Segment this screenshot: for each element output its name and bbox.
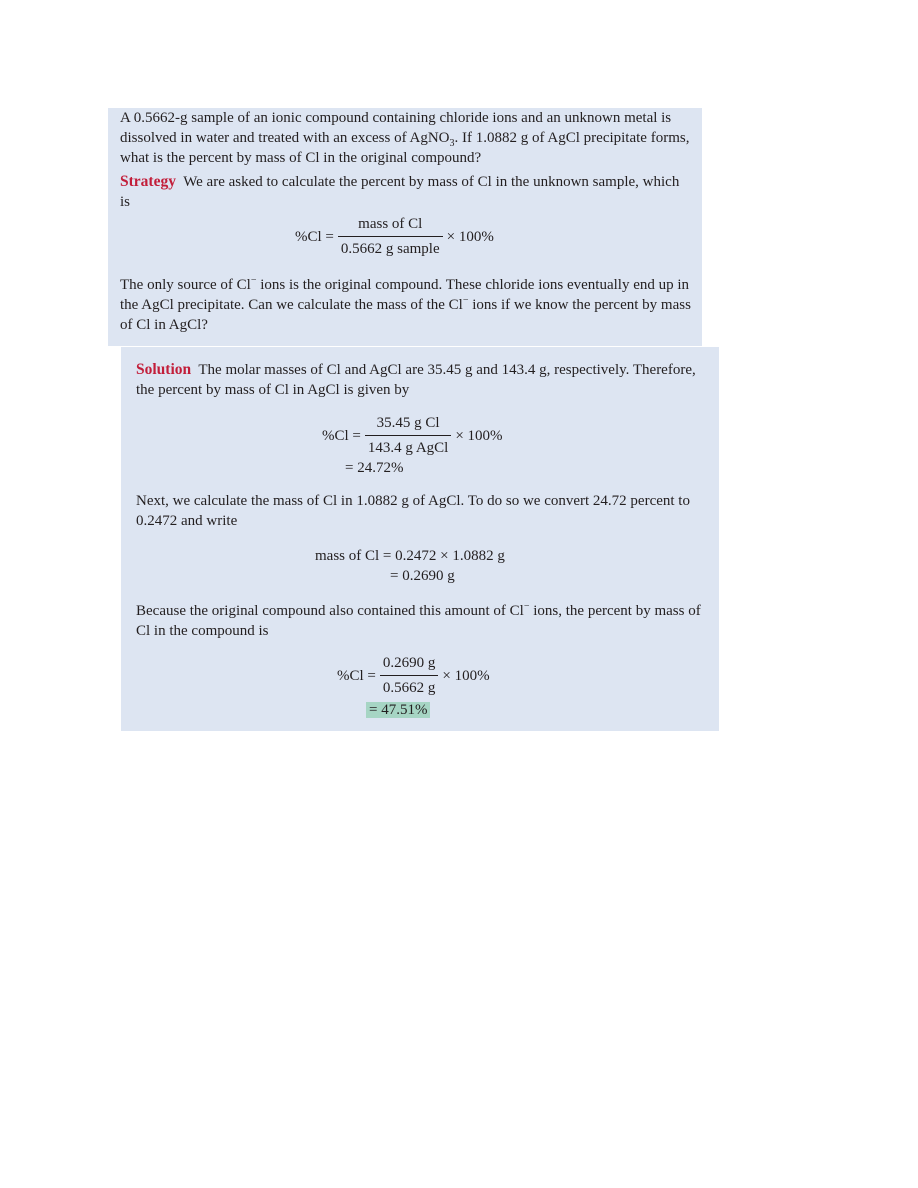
problem-statement: A 0.5662-g sample of an ionic compound containing chloride ions and an unknown metal is dissolved in water and treated with an excess of AgNO$_3$. If 1.0882 g of AgCl precipitate forms, what is the percent by mass of Cl in the original compound? xyxy=(120,110,690,166)
equation-mass-of-cl: mass of Cl = 0.2472 × 1.0882 g = 0.2690 g xyxy=(315,548,505,584)
equation-percent-cl-compound: %Cl = $\frac{0.2690 g}{0.5662 g}$ × 100% = 47.51% xyxy=(337,655,490,718)
equation-percent-cl-agcl: %Cl = $\frac{\text{35.45 g Cl}}{\text{143.4 g AgCl}}$ × 100% = 24.72% xyxy=(322,415,503,476)
because-paragraph: Because the original compound also contained this amount of Cl− ions, the percent by mass of Cl in the compound is xyxy=(136,601,701,639)
equation-percent-cl-sample: %Cl = $\frac{\text{mass of Cl}}{\text{0.5662 g sample}}$ × 100% xyxy=(295,216,494,257)
problem-panel xyxy=(108,108,702,346)
fraction: $\frac{\text{35.45 g Cl}}{\text{143.4 g AgCl}}$ xyxy=(365,413,451,458)
equation-result: = 24.72% xyxy=(345,460,404,476)
strategy-heading: Strategy xyxy=(120,173,176,190)
final-answer-line xyxy=(366,700,490,720)
fraction: $\frac{\text{mass of Cl}}{\text{0.5662 g sample}}$ xyxy=(338,214,443,259)
fraction: $\frac{0.2690 g}{0.5662 g}$ xyxy=(380,653,439,698)
solution-paragraph: Solution The molar masses of Cl and AgCl are 35.45 g and 143.4 g, respectively. Therefore, the percent by mass of Cl in AgCl is given by xyxy=(136,361,696,398)
final-answer-highlight: = 47.51% xyxy=(366,702,430,718)
strategy-paragraph: Strategy We are asked to calculate the percent by mass of Cl in the unknown sample, which is xyxy=(120,173,680,210)
source-paragraph: The only source of Cl− ions is the original compound. These chloride ions eventually end up in the AgCl precipitate. Can we calculate the mass of the Cl− ions if we know the percent by mass of Cl in AgCl? xyxy=(120,275,691,333)
final-answer: 47.51% xyxy=(381,702,428,718)
next-paragraph: Next, we calculate the mass of Cl in 1.0882 g of AgCl. To do so we convert 24.72 percent to 0.2472 and write xyxy=(136,493,690,529)
solution-panel xyxy=(121,347,719,731)
solution-heading: Solution xyxy=(136,361,192,378)
